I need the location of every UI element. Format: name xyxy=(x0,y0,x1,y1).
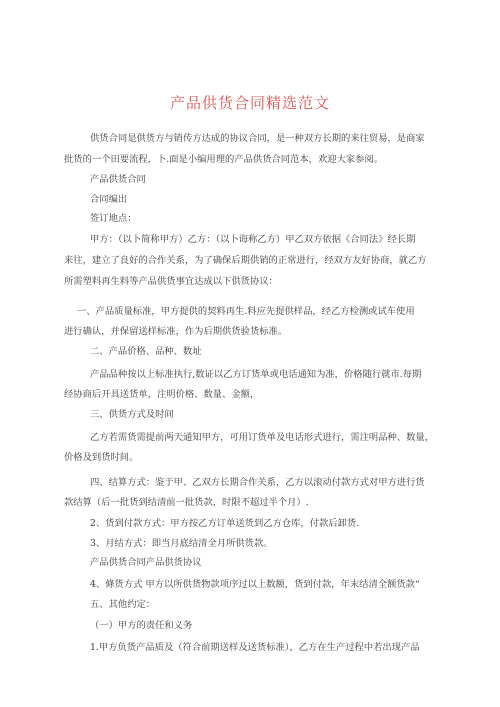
paragraph-line: 批货的一个田要流程，卜.面是小编用理的产品供货合同范本，欢迎大家参阅。 xyxy=(64,154,384,165)
paragraph-line: 供货合同是供货方与销传方达成的协议合同，是一种双方长期的来往贸易，是商家 xyxy=(90,133,425,144)
document-title: 产品供货合同精选范文 xyxy=(169,94,330,112)
paragraph-line: 3、月结方式：即当月底结清全月所供货款。 xyxy=(90,538,273,549)
paragraph-line: 五、其他约定： xyxy=(90,599,156,610)
paragraph-line: 产品品种按以上标准执行,数证以乙方订货单或电话通知为准，价格随行就市.每期 xyxy=(90,369,422,380)
paragraph-line: 三、供货方式及时间 xyxy=(90,409,174,420)
paragraph-line: 2、货到付款方式：甲方按乙方订单送货到乙方仓库，付款后卸货. xyxy=(90,518,360,529)
paragraph-line: 一、产品质量标准，甲方提供的契料再生.料应先提供样品，经乙方检测或试车使用 xyxy=(77,306,415,317)
paragraph-line: 1.甲方负货产品质及（符合前期送样及送货标准），乙方在生产过程中若出现产品 xyxy=(90,642,420,653)
paragraph-line: 进行确认，并保留送样标准，作为后期供货验货标准。 xyxy=(64,326,288,337)
paragraph-line: 二、产品价格、品种、数址 xyxy=(90,346,202,357)
paragraph-line: 来往，建立了良好的合作关系，为了确保后期供销的正常进行，经双方友好协商，就乙方 xyxy=(64,255,427,266)
paragraph-line: 款结算（后一批货到结清前一批货款，时限不超过半个月）. xyxy=(64,497,309,508)
paragraph-line: 经协商后开具送货单，注明价格、数量、金额， xyxy=(64,389,260,400)
paragraph-line: 价格及到货时间。 xyxy=(64,452,139,463)
paragraph-line: 甲方：（以卜简称甲方）乙方：（以卜诲称乙方）甲乙双方依据《合同法》经长期 xyxy=(90,234,416,245)
paragraph-line: 所需塑料再生料等产品供货事宜达成以下供货协议： xyxy=(64,276,278,287)
paragraph-line: 乙方若需货需提前两天通知甲方，可用订货单及电话形式进行，需注明品种、数量， xyxy=(90,432,434,443)
paragraph-line: 产品供货合同产品供货协议 xyxy=(90,557,202,568)
paragraph-line: 4、條货方式 甲方以所供货物款项序过以上数额，货到付款，年末结清全额货款“ xyxy=(90,579,420,590)
paragraph-line: 四、结算方式：鉴于甲、乙双方长期合作关系，乙方以滚动付款方式对甲方进行货 xyxy=(90,477,425,488)
paragraph-line: （一）甲方的责任和义务 xyxy=(90,620,193,631)
paragraph-line: 合同编出 xyxy=(90,194,128,205)
paragraph-line: 产品供货合同 xyxy=(90,174,146,185)
paragraph-line: 签订地点： xyxy=(90,213,137,224)
